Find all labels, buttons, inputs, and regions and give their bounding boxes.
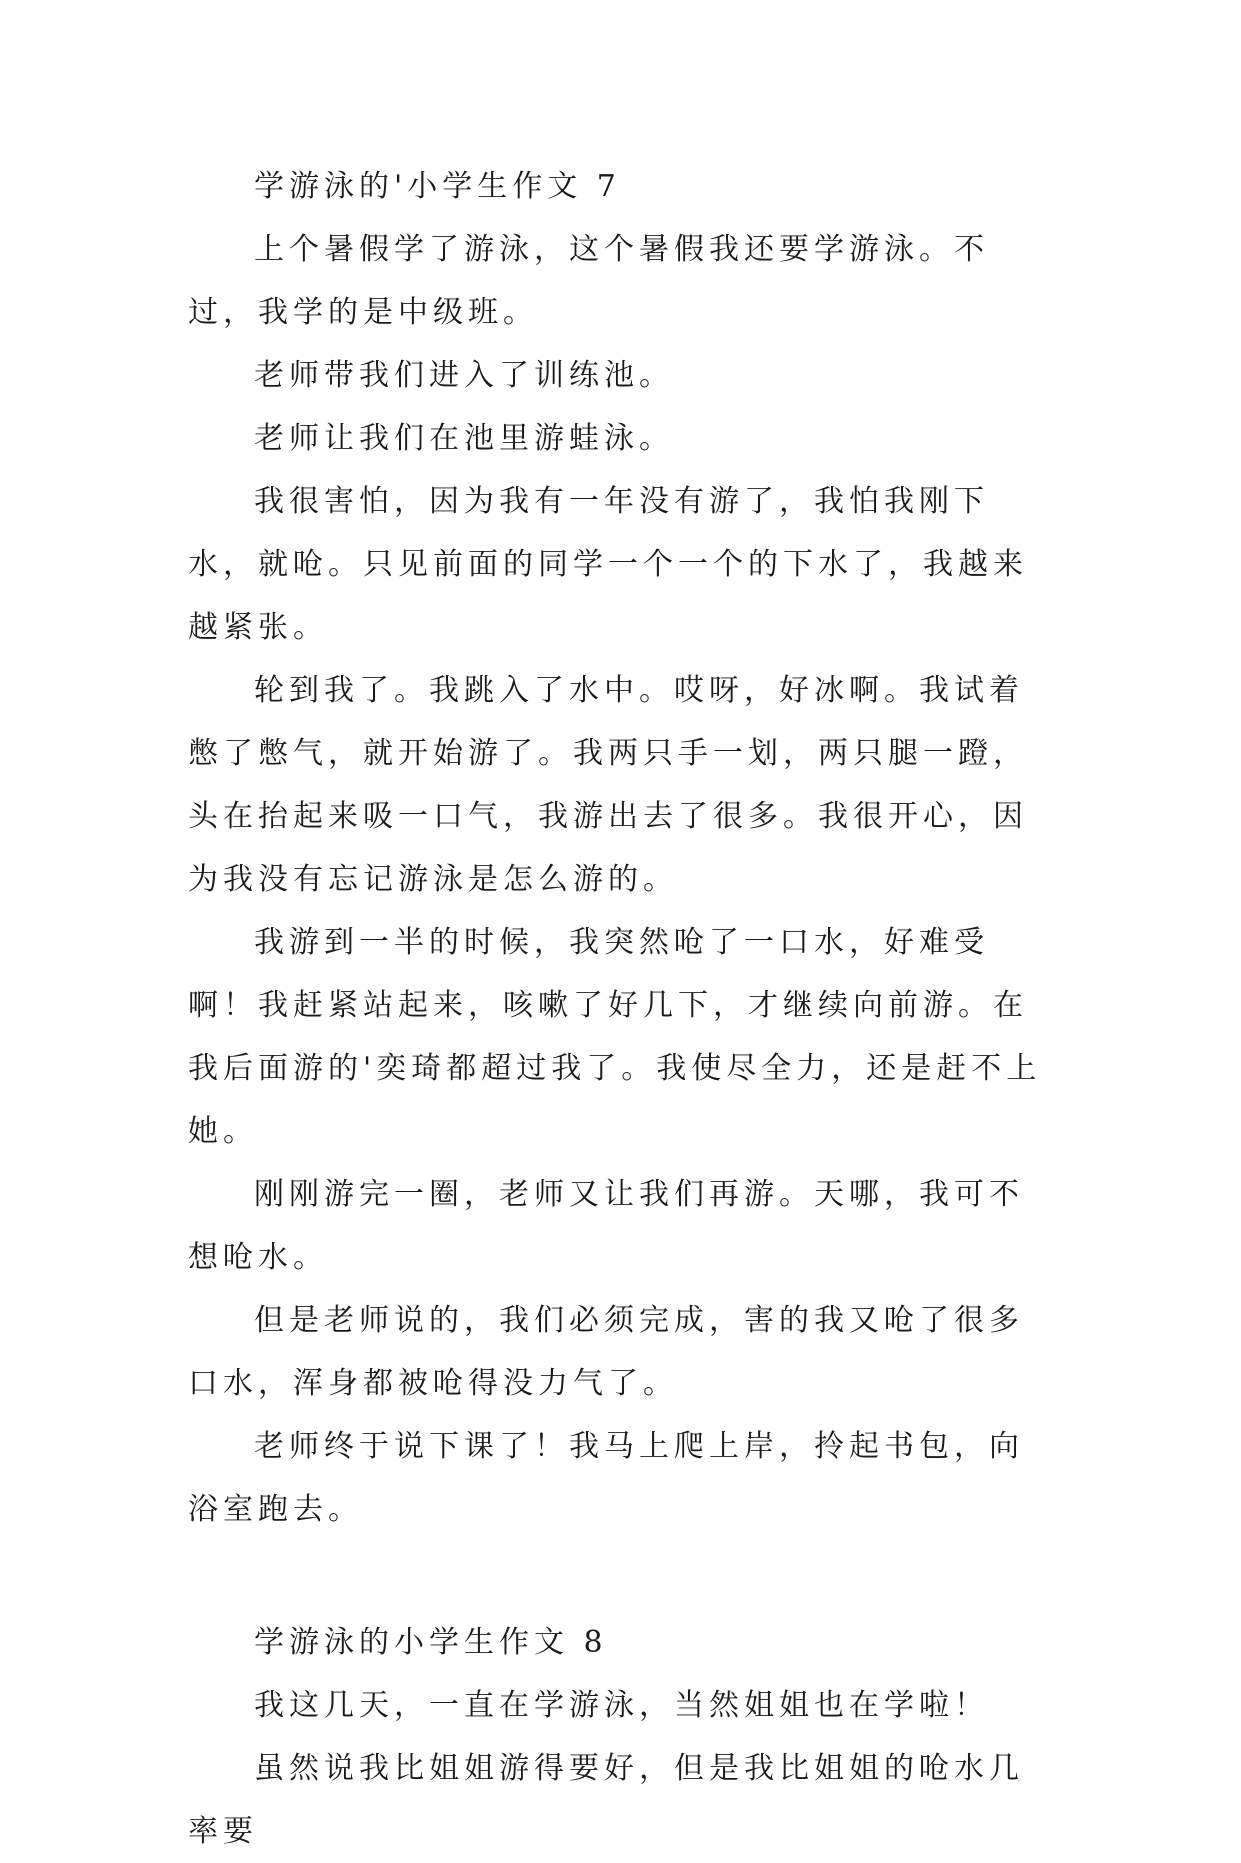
section-spacer [188,1541,1058,1611]
essay-7-paragraph-6: 我游到一半的时候，我突然呛了一口水，好难受啊！我赶紧站起来，咳嗽了好几下，才继续向前游。在我后面游的'奕琦都超过我了。我使尽全力，还是赶不上她。 [188,925,1042,1149]
essay-7-paragraph-3: 老师让我们在池里游蛙泳。 [254,421,674,456]
essay-7-paragraph-9: 老师终于说下课了！我马上爬上岸，拎起书包，向浴室跑去。 [188,1429,1024,1527]
essay-7-paragraph-7: 刚刚游完一圈，老师又让我们再游。天哪，我可不想呛水。 [188,1177,1024,1275]
essay-7-paragraph-1: 上个暑假学了游泳，这个暑假我还要学游泳。不过，我学的是中级班。 [188,232,989,330]
essay-7-paragraph-4: 我很害怕，因为我有一年没有游了，我怕我刚下水，就呛。只见前面的同学一个一个的下水了，我越来越紧张。 [188,484,1028,645]
essay-8-title: 学游泳的小学生作文 8 [254,1625,608,1660]
essay-7-paragraph-5: 轮到我了。我跳入了水中。哎呀，好冰啊。我试着憋了憋气，就开始游了。我两只手一划，两只腿一蹬，头在抬起来吸一口气，我游出去了很多。我很开心，因为我没有忘记游泳是怎么游的。 [188,673,1028,897]
essay-8-paragraph-2: 虽然说我比姐姐游得要好，但是我比姐姐的呛水几率要 [188,1751,1024,1849]
document-content [188,155,1058,1863]
essay-7-paragraph-2: 老师带我们进入了训练池。 [254,358,674,393]
essay-7-title: 学游泳的'小学生作文 7 [254,169,621,204]
essay-7-paragraph-8: 但是老师说的，我们必须完成，害的我又呛了很多口水，浑身都被呛得没力气了。 [188,1303,1024,1401]
essay-8-paragraph-1: 我这几天，一直在学游泳，当然姐姐也在学啦！ [254,1688,989,1723]
